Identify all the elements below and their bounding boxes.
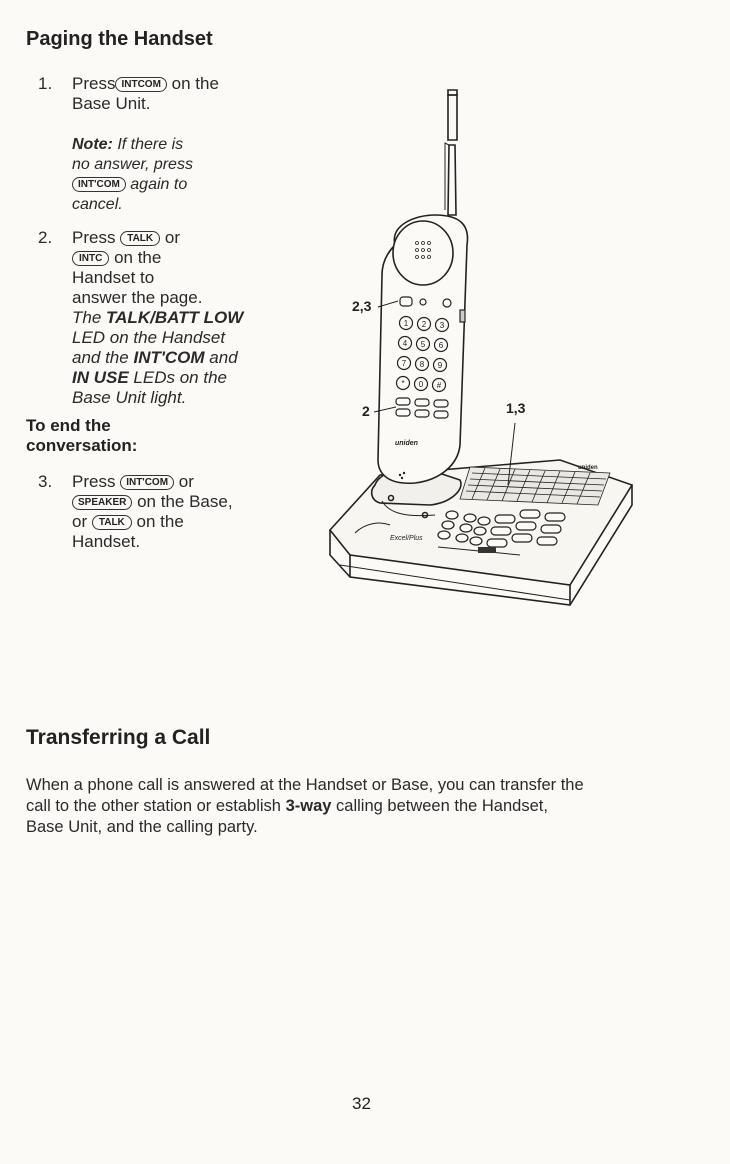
callout-2: 2 [362,403,370,419]
svg-text:*: * [401,379,405,388]
note-text-3: again to [130,176,188,193]
intcom-key-icon: INT'COM [120,475,174,490]
talk-key-icon: TALK [92,515,132,530]
base-brand: uniden [578,465,598,471]
subheading-line-2: conversation: [26,436,138,455]
subheading-line-1: To end the [26,416,111,435]
svg-text:3: 3 [439,321,445,330]
svg-text:1: 1 [403,319,409,328]
cordless-phone-illustration [320,85,640,620]
step-2-l7c: and [209,348,238,367]
step-2-l3: Handset to [72,268,155,287]
step-1-press: Press [72,74,116,93]
step-3-or2: or [72,512,88,531]
step-3-text [72,472,233,552]
svg-text:9: 9 [437,361,443,370]
svg-text:6: 6 [438,341,444,350]
callout-1-3: 1,3 [506,400,526,416]
note-text-4: cancel. [72,196,123,213]
transfer-p1: When a phone call is answered at the Handset or Base, you can transfer the [26,776,584,794]
step-2-press: Press [72,228,116,247]
intcom-key-icon: INTCOM [115,77,166,92]
svg-text:#: # [436,381,442,390]
note-label: Note: [72,136,113,153]
page-number: 32 [352,1094,371,1113]
step-1-rest1: on the [171,74,219,93]
intc-key-icon: INTC [72,251,109,266]
section-title-transferring: Transferring a Call [26,726,211,749]
step-2-or: or [164,228,180,247]
svg-text:8: 8 [419,360,425,369]
svg-text:4: 4 [402,339,408,348]
transfer-p3: Base Unit, and the calling party. [26,818,258,836]
intcom-key-icon: INT'COM [72,177,126,192]
transfer-p2a: call to the other station or establish [26,797,281,815]
svg-text:0: 0 [418,380,424,389]
step-3-l4: Handset. [72,532,141,551]
step-2-l5a: The [72,308,102,327]
section-title-paging: Paging the Handset [26,28,213,50]
transfer-p2b: 3-way [285,797,332,815]
handset [378,90,468,483]
step-2-number: 2. [38,228,53,247]
step-2-l2rest: on the [114,248,162,267]
svg-text:7: 7 [401,359,407,368]
step-2-l7b: INT'COM [133,348,205,367]
step-2-l6: LED on the Handset [72,328,226,347]
note-block [72,135,193,215]
base-logo: Excel/Plus [390,535,423,542]
step-1-number: 1. [38,74,53,93]
step-3-l3rest: on the [136,512,184,531]
step-2-text [72,228,243,408]
step-2-l4: answer the page. [72,288,203,307]
step-3-number: 3. [38,472,53,491]
transfer-paragraph [26,775,584,838]
svg-text:5: 5 [420,340,426,349]
talk-key-icon: TALK [120,231,160,246]
speaker-key-icon: SPEAKER [72,495,132,510]
callout-2-3: 2,3 [352,298,372,314]
step-2-l8b: LEDs on the [133,368,227,387]
step-3-l2rest: on the Base, [137,492,233,511]
step-2-l9: Base Unit light. [72,388,187,407]
transfer-p2c: calling between the Handset, [336,797,548,815]
note-text-1: If there is [117,136,184,153]
step-2-l5b: TALK/BATT LOW [106,308,244,327]
step-1-rest2: Base Unit. [72,94,151,113]
svg-text:2: 2 [421,320,427,329]
step-2-l7a: and the [72,348,129,367]
note-text-2: no answer, press [72,156,193,173]
step-3-or1: or [178,472,194,491]
handset-brand: uniden [395,440,418,447]
base-unit [330,460,632,605]
step-3-press: Press [72,472,116,491]
step-2-l8a: IN USE [72,368,129,387]
speaker-grille [460,467,610,505]
step-1-text [72,74,219,114]
subheading-end-conversation [26,416,137,456]
